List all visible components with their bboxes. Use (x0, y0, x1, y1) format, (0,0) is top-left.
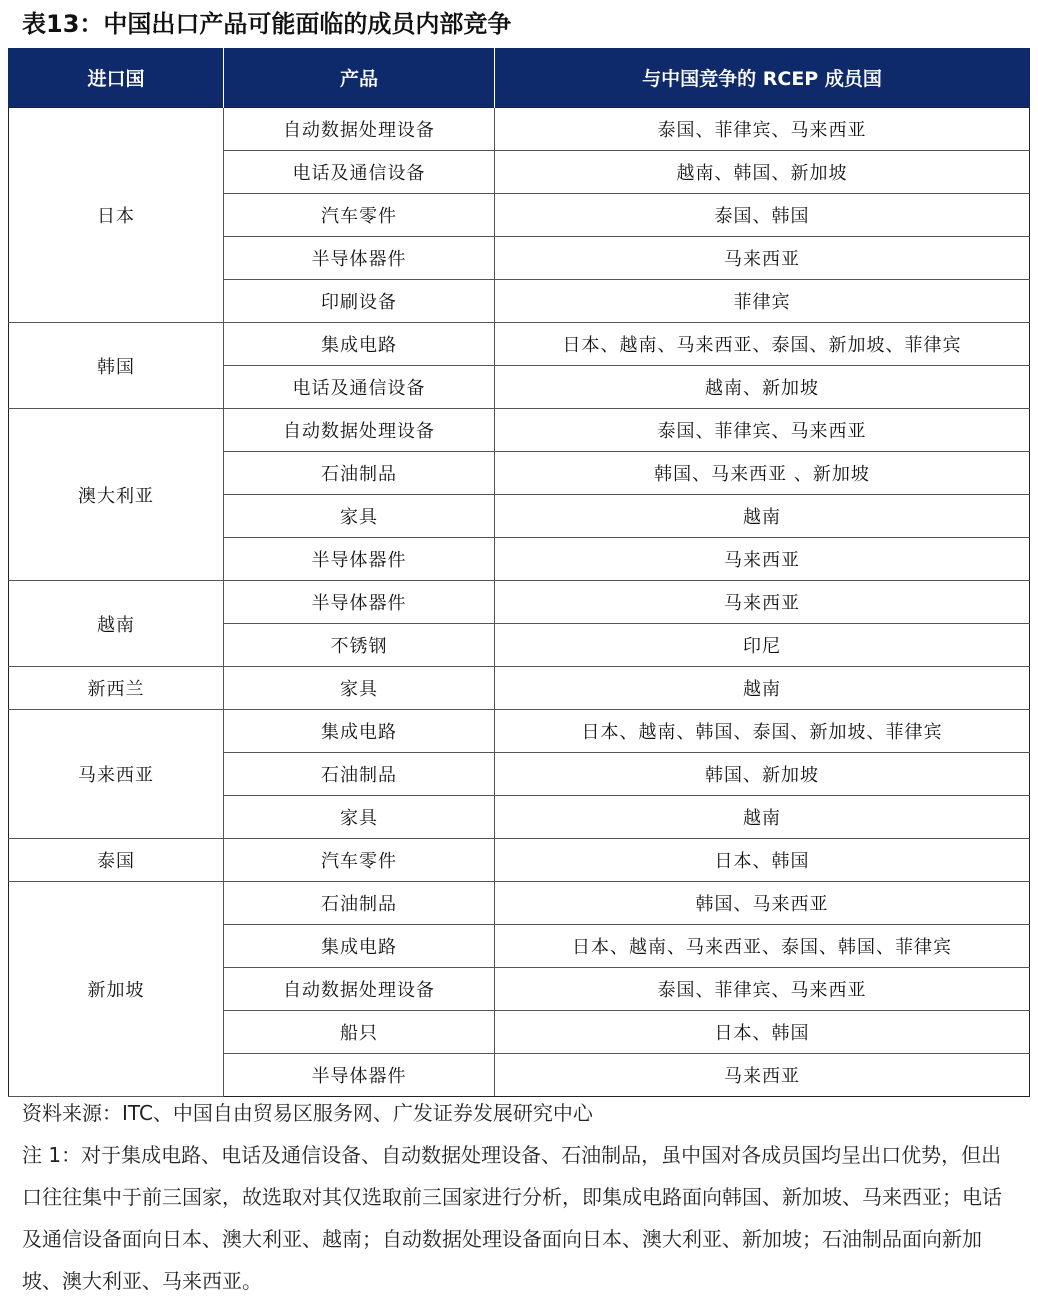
competitors-cell: 印尼 (495, 624, 1030, 667)
table-row (9, 323, 1030, 366)
table-row (9, 108, 1030, 151)
notes-section (22, 1092, 1012, 1302)
competitors-cell: 马来西亚 (495, 538, 1030, 581)
importer-cell: 日本 (9, 108, 224, 323)
competitors-cell: 日本、越南、马来西亚、泰国、韩国、菲律宾 (495, 925, 1030, 968)
product-cell: 集成电路 (224, 925, 495, 968)
competitors-cell: 马来西亚 (495, 581, 1030, 624)
product-cell: 电话及通信设备 (224, 366, 495, 409)
competitors-cell: 日本、韩国 (495, 1011, 1030, 1054)
product-cell: 半导体器件 (224, 581, 495, 624)
header-product: 产品 (224, 48, 495, 108)
product-cell: 石油制品 (224, 882, 495, 925)
product-cell: 家具 (224, 495, 495, 538)
importer-cell: 新加坡 (9, 882, 224, 1097)
competitors-cell: 菲律宾 (495, 280, 1030, 323)
competitors-cell: 越南、新加坡 (495, 366, 1030, 409)
product-cell: 家具 (224, 667, 495, 710)
importer-cell: 马来西亚 (9, 710, 224, 839)
competitors-cell: 韩国、马来西亚 (495, 882, 1030, 925)
importer-cell: 越南 (9, 581, 224, 667)
product-cell: 船只 (224, 1011, 495, 1054)
header-competitors: 与中国竞争的 RCEP 成员国 (495, 48, 1030, 108)
table-row (9, 882, 1030, 925)
table-row (9, 710, 1030, 753)
product-cell: 半导体器件 (224, 538, 495, 581)
competitors-cell: 日本、越南、韩国、泰国、新加坡、菲律宾 (495, 710, 1030, 753)
table-title: 表13：中国出口产品可能面临的成员内部竞争 (22, 10, 512, 38)
table-row (9, 667, 1030, 710)
competitors-cell: 泰国、菲律宾、马来西亚 (495, 968, 1030, 1011)
product-cell: 自动数据处理设备 (224, 108, 495, 151)
product-cell: 集成电路 (224, 710, 495, 753)
product-cell: 半导体器件 (224, 1054, 495, 1097)
competitors-cell: 越南 (495, 796, 1030, 839)
product-cell: 汽车零件 (224, 839, 495, 882)
competitors-cell: 越南 (495, 495, 1030, 538)
product-cell: 石油制品 (224, 753, 495, 796)
table-row (9, 839, 1030, 882)
competitors-cell: 韩国、新加坡 (495, 753, 1030, 796)
table-body (9, 108, 1030, 1097)
competitors-cell: 日本、越南、马来西亚、泰国、新加坡、菲律宾 (495, 323, 1030, 366)
product-cell: 自动数据处理设备 (224, 968, 495, 1011)
source-text: 资料来源：ITC、中国自由贸易区服务网、广发证券发展研究中心 (22, 1101, 593, 1125)
importer-cell: 泰国 (9, 839, 224, 882)
product-cell: 电话及通信设备 (224, 151, 495, 194)
product-cell: 汽车零件 (224, 194, 495, 237)
product-cell: 不锈钢 (224, 624, 495, 667)
product-cell: 印刷设备 (224, 280, 495, 323)
competitors-cell: 马来西亚 (495, 237, 1030, 280)
product-cell: 家具 (224, 796, 495, 839)
competition-table (8, 48, 1030, 1097)
competitors-cell: 越南 (495, 667, 1030, 710)
competitors-cell: 泰国、菲律宾、马来西亚 (495, 409, 1030, 452)
table-row (9, 409, 1030, 452)
table-header-row (9, 48, 1030, 108)
header-importer: 进口国 (9, 48, 224, 108)
competitors-cell: 马来西亚 (495, 1054, 1030, 1097)
competitors-cell: 泰国、菲律宾、马来西亚 (495, 108, 1030, 151)
importer-cell: 新西兰 (9, 667, 224, 710)
competitors-cell: 日本、韩国 (495, 839, 1030, 882)
competitors-cell: 越南、韩国、新加坡 (495, 151, 1030, 194)
importer-cell: 澳大利亚 (9, 409, 224, 581)
competitors-cell: 韩国、马来西亚 、新加坡 (495, 452, 1030, 495)
product-cell: 集成电路 (224, 323, 495, 366)
product-cell: 石油制品 (224, 452, 495, 495)
importer-cell: 韩国 (9, 323, 224, 409)
table-row (9, 581, 1030, 624)
competitors-cell: 泰国、韩国 (495, 194, 1030, 237)
note-text: 注 1：对于集成电路、电话及通信设备、自动数据处理设备、石油制品，虽中国对各成员国均呈出口优势，但出口往往集中于前三国家，故选取对其仅选取前三国家进行分析，即集成电路面向韩国、新加坡、马来西亚；电话及通信设备面向日本、澳大利亚、越南；自动数据处理设备面向日本、澳大利亚、新加坡；石油制品面向新加坡、澳大利亚、马来西亚。 (22, 1143, 1002, 1293)
product-cell: 半导体器件 (224, 237, 495, 280)
product-cell: 自动数据处理设备 (224, 409, 495, 452)
